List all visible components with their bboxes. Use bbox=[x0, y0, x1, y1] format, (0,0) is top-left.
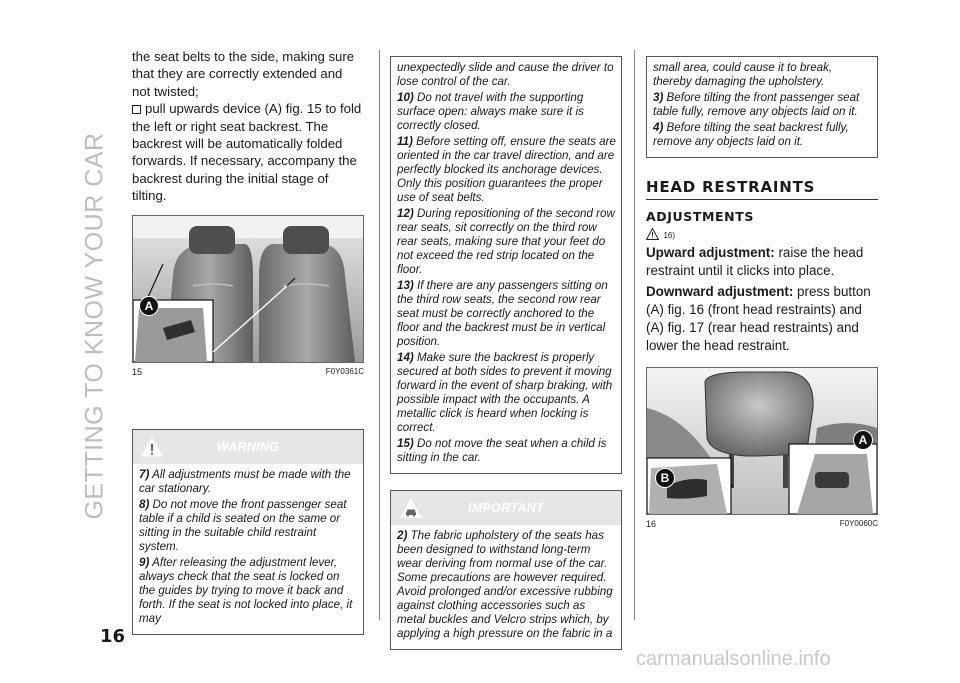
note-text: Before setting off, ensure the seats are oriented in the car travel direction, and are perfectly blocked its anchorage devices. Only this position guarantees the proper use of seat belts. bbox=[397, 135, 616, 204]
note-number: 2) bbox=[397, 529, 408, 542]
footer-watermark: carmanualsonline.info bbox=[636, 648, 831, 670]
body-paragraph bbox=[132, 100, 364, 204]
reference-marker bbox=[646, 226, 878, 244]
warning-continued-box bbox=[390, 56, 622, 474]
bullet-square-icon bbox=[132, 105, 141, 114]
column-divider bbox=[634, 50, 635, 620]
figure-code: F0Y0060C bbox=[839, 519, 878, 528]
term-label: Upward adjustment: bbox=[646, 245, 775, 260]
note-item bbox=[397, 351, 616, 435]
term-text: press button (A) fig. 16 (front head restraints) and (A) fig. 17 (rear head restraints) and lower the head restraint. bbox=[646, 284, 871, 353]
callout-a-marker: A bbox=[853, 430, 873, 450]
section-rule bbox=[646, 199, 878, 200]
side-title-text: GETTING TO KNOW YOUR CAR bbox=[80, 132, 109, 520]
note-item bbox=[397, 529, 616, 641]
car-warning-icon bbox=[399, 497, 423, 519]
note-number: 4) bbox=[653, 121, 664, 134]
note-text: After releasing the adjustment lever, always check that the seat is locked on the guides by trying to move it back and forth. If the seat is not locked into place, it may bbox=[139, 555, 353, 625]
note-lead: unexpectedly slide and cause the driver to lose control of the car. bbox=[397, 61, 614, 88]
note-number: 10) bbox=[397, 91, 414, 104]
side-title bbox=[80, 46, 109, 606]
figure-caption bbox=[646, 519, 878, 529]
figure-15-image bbox=[132, 215, 364, 363]
warning-header bbox=[133, 430, 363, 464]
important-title: IMPORTANT bbox=[468, 501, 544, 515]
note-text: Do not move the seat when a child is sitting in the car. bbox=[397, 437, 607, 464]
note-item bbox=[397, 91, 616, 133]
figure-16-image bbox=[646, 367, 878, 515]
figure-number: 16 bbox=[646, 519, 657, 529]
note-item bbox=[139, 498, 358, 554]
figure-caption bbox=[132, 367, 364, 377]
important-body bbox=[391, 525, 621, 649]
note-text: During repositioning of the second row rear seats, sit correctly on the third row rear seats, making sure that your feet do not exceed the red strip located on the floor. bbox=[397, 207, 615, 276]
note-item bbox=[139, 556, 358, 626]
middle-column bbox=[390, 56, 622, 650]
head-restraint-illustration bbox=[647, 368, 877, 514]
note-text: Before tilting the seat backrest fully, remove any objects laid on it. bbox=[653, 121, 849, 148]
note-number: 7) bbox=[139, 467, 150, 481]
right-column bbox=[646, 56, 878, 529]
warning-title: WARNING bbox=[216, 439, 280, 454]
column-divider bbox=[379, 50, 380, 620]
note-text: Make sure the backrest is properly secured at both sides to prevent it moving forward in the event of sharp braking, with possible impact with the occupants. A metallic click is heard when locking is correct. bbox=[397, 351, 613, 434]
rear-seat-illustration bbox=[133, 216, 363, 362]
important-continued-body bbox=[647, 57, 877, 157]
page-number: 16 bbox=[100, 626, 126, 647]
note-item bbox=[653, 121, 872, 149]
body-paragraph bbox=[646, 283, 878, 355]
callout-a-marker: A bbox=[139, 296, 159, 316]
subsection-title: ADJUSTMENTS bbox=[646, 209, 754, 224]
left-column bbox=[132, 48, 364, 635]
note-number: 12) bbox=[397, 207, 414, 220]
note-text: Do not travel with the supporting surface open: always make sure it is correctly closed. bbox=[397, 91, 584, 132]
figure-code: F0Y0361C bbox=[325, 366, 364, 376]
note-number: 8) bbox=[139, 497, 150, 511]
note-number: 9) bbox=[139, 555, 150, 569]
important-box bbox=[390, 490, 622, 650]
important-continued-box bbox=[646, 56, 878, 158]
note-number: 15) bbox=[397, 437, 414, 450]
note-text: The fabric upholstery of the seats has been designed to withstand long-term wear deriving from normal use of the car. Some precautions are however required. Avoid prolonged and/or excessive rubbing against clothing accessories such as metal buckles and Velcro strips which, by applying a high pressure on the fabric in a bbox=[397, 529, 613, 640]
note-number: 13) bbox=[397, 279, 414, 292]
note-number: 14) bbox=[397, 351, 414, 364]
note-text: All adjustments must be made with the car stationary. bbox=[139, 467, 351, 495]
note-item bbox=[397, 135, 616, 205]
warning-continued-body bbox=[391, 57, 621, 473]
body-paragraph: the seat belts to the side, making sure that they are correctly extended and not twisted; bbox=[132, 49, 355, 99]
note-item bbox=[397, 279, 616, 349]
warning-triangle-icon bbox=[646, 228, 659, 240]
section-heading bbox=[646, 178, 878, 200]
reference-number: 16) bbox=[663, 231, 676, 240]
note-number: 3) bbox=[653, 91, 664, 104]
note-item bbox=[397, 207, 616, 277]
warning-box bbox=[132, 429, 364, 635]
body-paragraph bbox=[646, 244, 878, 280]
term-label: Downward adjustment: bbox=[646, 284, 794, 299]
note-item bbox=[653, 91, 872, 119]
note-number: 11) bbox=[397, 135, 413, 148]
note-item bbox=[139, 468, 358, 496]
section-title: HEAD RESTRAINTS bbox=[646, 178, 816, 196]
bullet-text: pull upwards device (A) fig. 15 to fold the left or right seat backrest. The backrest will be automatically folded forwards. If necessary, accompany the backrest during the initial stage of tilting. bbox=[132, 101, 362, 204]
note-lead: small area, could cause it to break, thereby damaging the upholstery. bbox=[653, 61, 833, 88]
note-text: Do not move the front passenger seat table if a child is seated on the same or sitting in the suitable child restraint system. bbox=[139, 497, 347, 553]
note-text: Before tilting the front passenger seat table fully, remove any objects laid on it. bbox=[653, 91, 860, 118]
term-text: raise the head restraint until it clicks into place. bbox=[646, 245, 864, 278]
note-text: If there are any passengers sitting on the third row seats, the second row rear seat must be correctly anchored to the floor and the backrest must be in vertical position. bbox=[397, 279, 608, 348]
figure-number: 15 bbox=[132, 366, 143, 377]
important-header bbox=[391, 491, 621, 525]
note-item bbox=[397, 437, 616, 465]
warning-body bbox=[133, 464, 363, 634]
warning-triangle-icon bbox=[141, 436, 163, 458]
callout-b-marker: B bbox=[655, 468, 675, 488]
